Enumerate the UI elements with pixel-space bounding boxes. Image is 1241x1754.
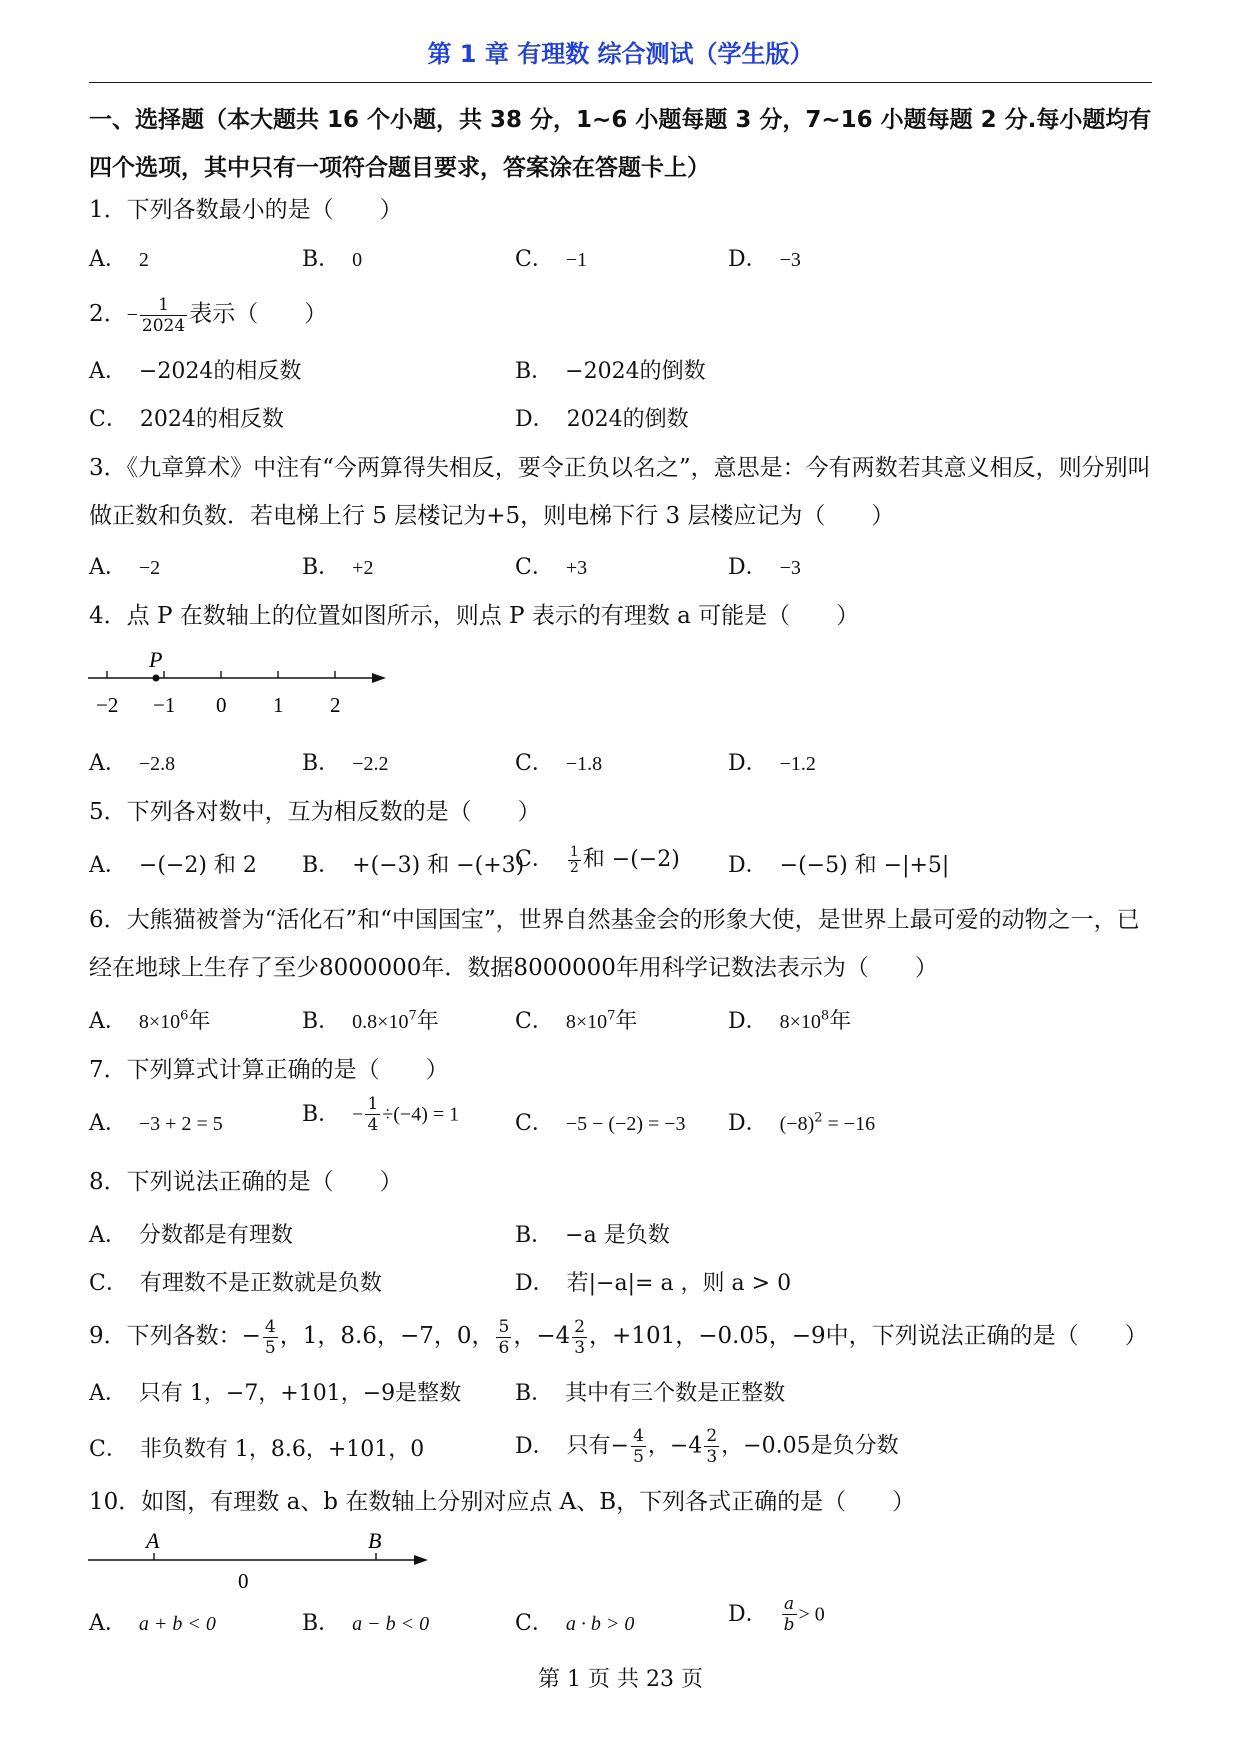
unit: 年	[416, 1009, 439, 1034]
question-2-options-row2	[89, 402, 1154, 442]
option-d	[515, 1266, 791, 1297]
question-4-options	[89, 746, 1154, 786]
option-label: D．	[728, 751, 768, 776]
question-3-options	[89, 550, 1154, 590]
option-a	[89, 1218, 293, 1249]
question-3-stem: 3．《九章算术》中注有“今两算得失相反，要令正负以名之”，意思是：今有两数若其意义相反，则分别叫做正数和负数．若电梯上行 5 层楼记为+5，则电梯下行 3 层楼应记为（ ）	[89, 455, 1151, 529]
option-label: B．	[515, 1223, 554, 1248]
option-label: D．	[728, 555, 768, 580]
option-c	[89, 402, 284, 433]
option-label: D．	[728, 1111, 768, 1136]
option-text: −3	[779, 557, 801, 579]
option-text: −2	[138, 557, 161, 579]
option-label: B．	[302, 1101, 341, 1127]
option-text: 非负数有 1，8.6，+101，0	[139, 1437, 425, 1462]
exponent: 6	[180, 1008, 189, 1024]
stem-text: ，1，8.6，−7，0，	[279, 1323, 495, 1349]
option-base: 8×10	[565, 1011, 608, 1033]
question-5-options	[89, 843, 1154, 888]
option-text: −1.8	[565, 753, 603, 775]
option-c	[515, 842, 680, 876]
page-footer: 第 1 页 共 23 页	[538, 1667, 703, 1692]
unit: 年	[615, 1009, 638, 1034]
option-label: B．	[302, 751, 341, 776]
question-7-stem: 7．下列算式计算正确的是（ ）	[89, 1057, 449, 1083]
option-text: a − b < 0	[352, 1613, 430, 1635]
option-b	[302, 746, 388, 777]
stem-text: 9．下列各数：−	[89, 1323, 261, 1349]
option-a	[89, 242, 149, 273]
option-label: C．	[89, 1271, 128, 1296]
option-text: a + b < 0	[138, 1613, 216, 1635]
option-text: −(−5) 和 −|+5|	[779, 853, 950, 878]
option-label: A．	[89, 555, 127, 580]
option-a	[89, 550, 160, 581]
option-text: −2.2	[352, 753, 389, 775]
option-a	[89, 1606, 216, 1637]
numerator: 2	[706, 1426, 718, 1446]
tick-label: −2	[96, 693, 119, 717]
zero-label: 0	[238, 1569, 249, 1593]
denominator: 2	[569, 859, 579, 876]
option-label: C．	[89, 407, 128, 432]
option-label: C．	[515, 1611, 554, 1636]
option-text: +3	[565, 557, 588, 579]
question-6-options	[89, 1004, 1154, 1044]
option-d	[728, 1106, 875, 1137]
option-text: −2024的倒数	[565, 359, 706, 384]
option-label: B．	[302, 1009, 341, 1034]
option-label: C．	[515, 847, 554, 872]
option-text: 若|−a|= a ，则 a > 0	[566, 1271, 792, 1296]
option-c	[89, 1266, 382, 1297]
option-label: D．	[515, 1433, 555, 1459]
denominator: 5	[633, 1447, 644, 1467]
option-text: ÷(−4) = 1	[382, 1103, 460, 1126]
question-6-stem: 6．大熊猫被誉为“活化石”和“中国国宝”，世界自然基金会的形象大使，是世界上最可爱的动物之一，已经在地球上生存了至少8000000年．数据8000000年用科学记数法表示为（ ）	[89, 907, 1140, 981]
option-b	[515, 1376, 785, 1407]
question-8-options-row2	[89, 1266, 1154, 1306]
question-10-options	[89, 1594, 1154, 1646]
option-base: 0.8×10	[352, 1011, 409, 1033]
option-label: D．	[728, 853, 768, 878]
fraction	[263, 1317, 278, 1358]
point-p-dot	[153, 675, 160, 682]
option-a	[89, 1004, 210, 1035]
question-9-options-row1	[89, 1376, 1154, 1416]
question-7-options	[89, 1094, 1154, 1146]
question-number: 2．	[89, 301, 127, 327]
exponent: 8	[820, 1008, 830, 1024]
fraction	[568, 845, 581, 876]
option-label: B．	[302, 247, 341, 272]
fraction	[704, 1426, 719, 1467]
option-text: = −16	[822, 1113, 876, 1135]
question-5-stem: 5．下列各对数中，互为相反数的是（ ）	[89, 799, 541, 825]
unit: 年	[188, 1009, 211, 1034]
option-text: ，−4	[647, 1433, 703, 1459]
option-text: −a 是负数	[565, 1223, 670, 1248]
option-label: A．	[89, 1223, 127, 1248]
question-2-stem	[89, 290, 1154, 339]
fraction	[572, 1317, 587, 1358]
option-label: B．	[302, 1611, 341, 1636]
question-1-options	[89, 242, 1154, 282]
denominator: 2024	[141, 315, 186, 336]
denominator: 5	[264, 1337, 276, 1358]
option-d	[515, 402, 689, 433]
arrow-head	[372, 673, 386, 683]
option-c	[515, 1606, 634, 1637]
option-text: 2024的相反数	[139, 407, 284, 432]
option-label: C．	[515, 1111, 554, 1136]
exponent: 7	[607, 1008, 616, 1024]
numerator: 2	[574, 1316, 586, 1337]
option-text: 只有 1，−7，+101，−9是整数	[138, 1381, 462, 1406]
option-label: A．	[89, 1009, 127, 1034]
option-text: 2	[138, 249, 149, 271]
option-label: D．	[515, 407, 555, 432]
option-label: D．	[728, 247, 768, 272]
fraction	[496, 1317, 511, 1358]
option-a	[89, 848, 257, 879]
point-a-label: A	[146, 1528, 160, 1553]
numerator: 1	[140, 295, 187, 316]
option-text: −(−2) 和 2	[138, 853, 257, 878]
option-b	[515, 1218, 670, 1249]
option-text: −2024的相反数	[138, 359, 302, 384]
option-text: 和 −(−2)	[582, 847, 680, 872]
numerator: 4	[264, 1316, 276, 1337]
option-a	[89, 1106, 223, 1137]
option-text: −1	[565, 249, 588, 271]
option-a	[89, 746, 175, 777]
stem-text: ，+101，−0.05，−9中，下列说法正确的是（ ）	[589, 1323, 1148, 1349]
denominator: b	[783, 1615, 795, 1635]
option-label: B．	[515, 1381, 554, 1406]
question-10-stem: 10．如图，有理数 a、b 在数轴上分别对应点 A、B，下列各式正确的是（ ）	[89, 1489, 916, 1515]
numerator: 4	[633, 1426, 644, 1446]
option-label: A．	[89, 853, 127, 878]
option-b	[302, 1606, 429, 1637]
option-label: B．	[302, 853, 341, 878]
option-text: −3	[779, 249, 801, 271]
denominator: 3	[706, 1447, 718, 1467]
point-b-label: B	[368, 1528, 382, 1553]
option-b	[515, 354, 706, 385]
option-base: (−8)	[779, 1113, 815, 1135]
option-d	[515, 1426, 899, 1467]
option-d	[728, 550, 801, 581]
option-text: −3 + 2 = 5	[138, 1113, 223, 1135]
denominator: 4	[367, 1115, 379, 1135]
option-label: D．	[728, 1601, 768, 1627]
stem-text: 表示（ ）	[189, 301, 328, 327]
option-label: A．	[89, 359, 127, 384]
option-b	[302, 848, 524, 879]
title-divider	[89, 82, 1152, 83]
option-c	[515, 242, 587, 273]
minus-sign: −	[126, 304, 138, 326]
option-text: −2.8	[138, 753, 176, 775]
page-title: 第 1 章 有理数 综合测试（学生版）	[427, 40, 814, 68]
tick-label: 1	[273, 693, 284, 717]
option-text: 其中有三个数是正整数	[565, 1381, 786, 1406]
numerator: 5	[498, 1316, 510, 1337]
option-label: A．	[89, 1611, 127, 1636]
tick-label: 0	[216, 693, 227, 717]
option-label: C．	[515, 1009, 554, 1034]
option-label: D．	[728, 1009, 768, 1034]
option-base: 8×10	[779, 1011, 821, 1033]
option-d	[728, 1004, 851, 1035]
option-text: +2	[352, 557, 374, 579]
option-label: C．	[89, 1437, 128, 1462]
option-label: B．	[302, 555, 341, 580]
option-label: D．	[515, 1271, 555, 1296]
fraction	[631, 1426, 646, 1467]
fraction	[782, 1594, 797, 1635]
number-line-diagram	[80, 640, 400, 720]
option-text: 只有−	[566, 1433, 630, 1459]
option-text: > 0	[798, 1603, 825, 1626]
question-8-options-row1	[89, 1218, 1154, 1258]
option-text: ，−0.05是负分数	[721, 1433, 899, 1459]
question-1-stem: 1．下列各数最小的是（ ）	[89, 197, 403, 223]
option-c	[89, 1432, 424, 1463]
option-base: 8×10	[138, 1011, 181, 1033]
option-c	[515, 1004, 637, 1035]
option-text: −1.2	[779, 753, 816, 775]
option-label: A．	[89, 751, 127, 776]
option-c	[515, 550, 587, 581]
section-heading: 一、选择题（本大题共 16 个小题，共 38 分，1~6 小题每题 3 分，7~16 小题每题 2 分.每小题均有四个选项，其中只有一项符合题目要求，答案涂在答题卡上）	[89, 107, 1152, 181]
question-2-options-row1	[89, 354, 1154, 394]
numerator: 1	[367, 1094, 379, 1114]
tick-label: 2	[330, 693, 341, 717]
option-b	[302, 550, 373, 581]
option-a	[89, 1376, 461, 1407]
minus-sign: −	[352, 1103, 364, 1126]
option-c	[515, 1106, 686, 1137]
question-9-options-row2	[89, 1426, 1154, 1466]
option-label: C．	[515, 555, 554, 580]
exponent: 7	[408, 1008, 417, 1024]
option-text: a · b > 0	[565, 1613, 635, 1635]
option-text: 有理数不是正数就是负数	[139, 1271, 382, 1296]
option-c	[515, 746, 602, 777]
numerator: 1	[569, 843, 579, 860]
option-text: 分数都是有理数	[138, 1223, 293, 1248]
option-d	[728, 1594, 825, 1635]
option-text: +(−3) 和 −(+3)	[352, 853, 525, 878]
option-d	[728, 848, 949, 879]
tick-label: −1	[153, 693, 176, 717]
option-label: A．	[89, 1111, 127, 1136]
exponent: 2	[814, 1110, 823, 1126]
option-b	[302, 1004, 439, 1035]
option-text: −5 − (−2) = −3	[565, 1113, 686, 1135]
denominator: 3	[574, 1337, 586, 1358]
point-p-label: P	[149, 647, 163, 672]
fraction	[140, 295, 187, 336]
option-label: C．	[515, 751, 554, 776]
option-label: A．	[89, 247, 127, 272]
stem-text: ，−4	[513, 1323, 571, 1349]
arrow-head	[414, 1555, 428, 1565]
unit: 年	[829, 1009, 852, 1034]
option-label: A．	[89, 1381, 127, 1406]
option-a	[89, 354, 301, 385]
question-8-stem: 8．下列说法正确的是（ ）	[89, 1169, 403, 1195]
option-d	[728, 746, 816, 777]
denominator: 6	[498, 1337, 510, 1358]
numerator: a	[782, 1594, 797, 1615]
question-9-stem	[89, 1312, 1154, 1360]
option-d	[728, 242, 801, 273]
question-4-stem: 4．点 P 在数轴上的位置如图所示，则点 P 表示的有理数 a 可能是（ ）	[89, 603, 860, 629]
option-label: B．	[515, 359, 554, 384]
option-text: 2024的倒数	[566, 407, 689, 432]
fraction	[365, 1094, 380, 1135]
option-b	[302, 242, 362, 273]
option-b	[302, 1094, 459, 1135]
option-label: C．	[515, 247, 554, 272]
number-line-ab-diagram	[80, 1526, 440, 1596]
option-text: 0	[352, 249, 363, 271]
